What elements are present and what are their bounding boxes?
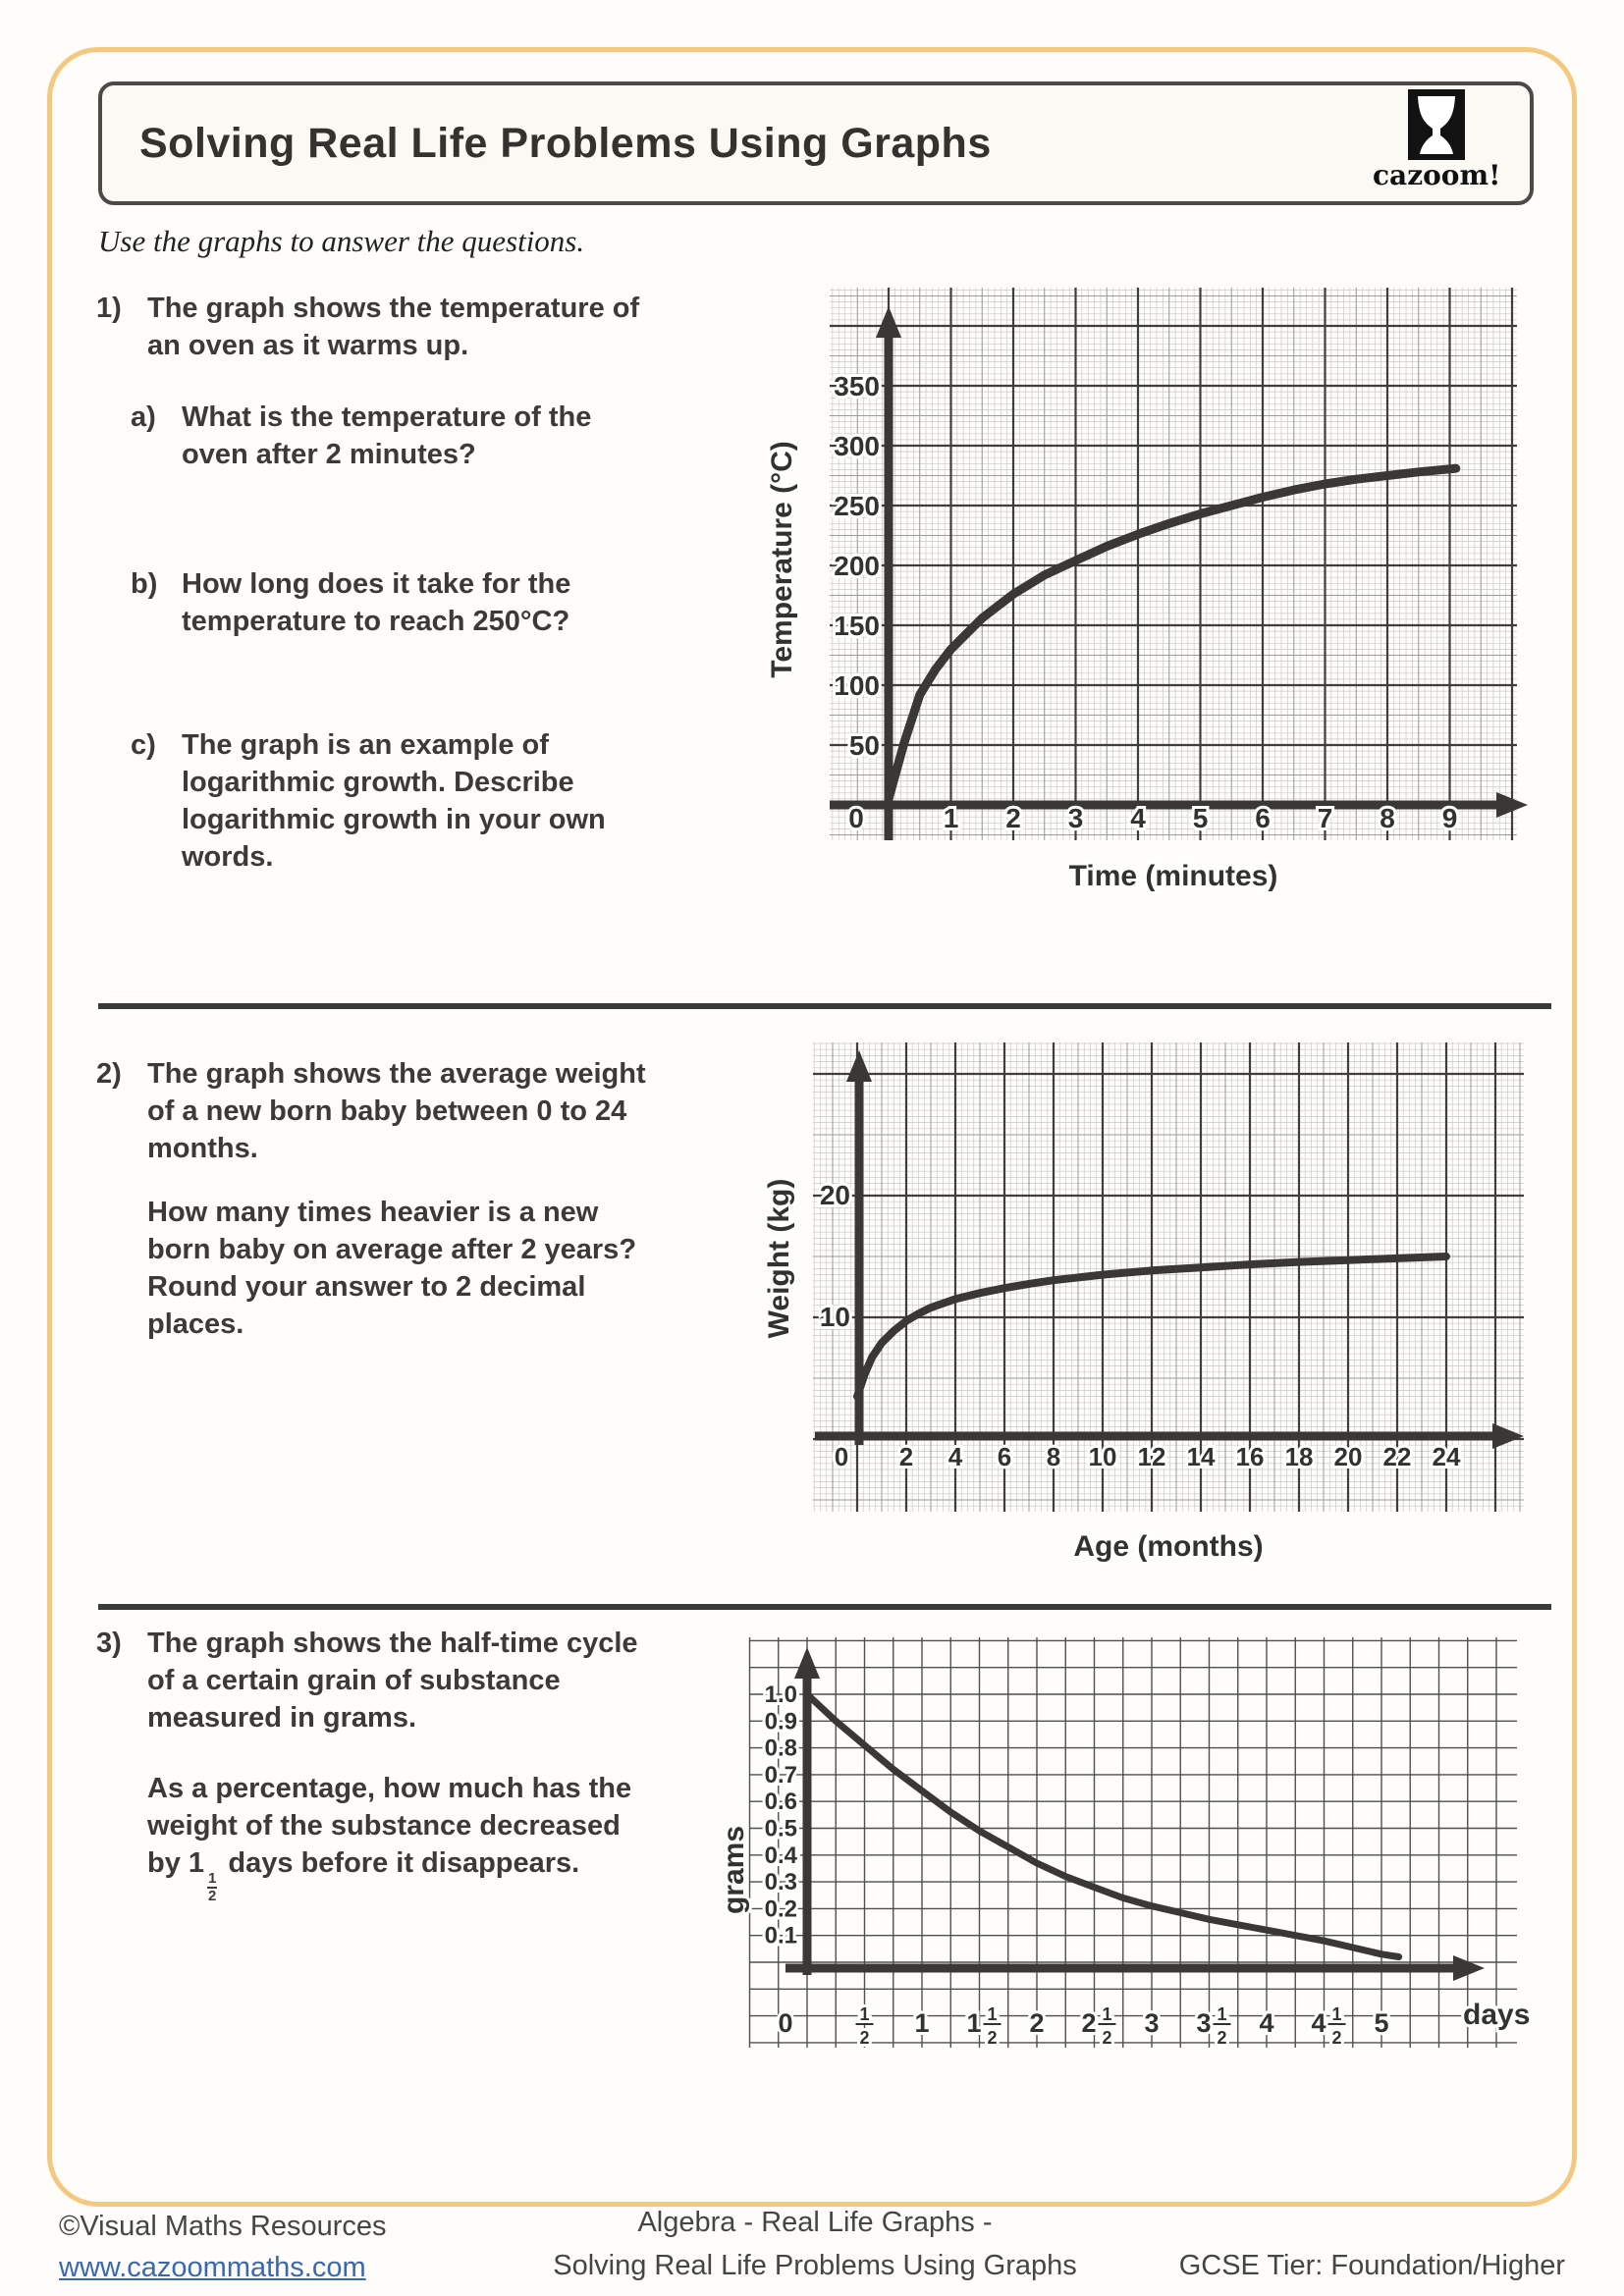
svg-text:0.6: 0.6 [764,1789,797,1816]
svg-text:0.1: 0.1 [764,1922,797,1949]
svg-text:2: 2 [1005,803,1021,833]
svg-text:0.7: 0.7 [764,1761,797,1789]
oven-temperature-chart [727,275,1542,903]
q3-head: The graph shows the half-time cycle of a certain grain of substance measured in grams. [147,1628,638,1734]
svg-text:0: 0 [834,1442,849,1471]
svg-text:Age (months): Age (months) [1073,1530,1264,1563]
svg-text:4: 4 [1311,2008,1326,2038]
svg-text:20: 20 [819,1180,850,1210]
svg-text:Time (minutes): Time (minutes) [1068,860,1278,892]
svg-text:2: 2 [859,2028,870,2048]
q3-number: 3) [96,1628,122,1659]
svg-text:5: 5 [1374,2008,1389,2038]
svg-text:8: 8 [1046,1442,1061,1471]
section-divider-2 [98,1604,1551,1610]
q1b-label: b) [131,568,158,600]
svg-text:20: 20 [1333,1442,1363,1471]
half-fraction: $\frac{1}{2}$ [208,1870,217,1904]
svg-text:300: 300 [834,431,880,461]
svg-text:2: 2 [1331,2028,1342,2048]
svg-text:1: 1 [943,803,959,833]
q2-ask: How many times heavier is a new born baby on average after 2 years? Round your answer to 2 decimal places. [147,1197,637,1340]
svg-text:14: 14 [1186,1442,1216,1471]
cazoom-drum-icon [1408,89,1465,160]
svg-text:0.4: 0.4 [764,1842,797,1869]
svg-text:350: 350 [834,371,880,401]
svg-text:3: 3 [1144,2008,1160,2038]
svg-text:4: 4 [1259,2008,1274,2038]
footer-tier: GCSE Tier: Foundation/Higher [1178,2250,1565,2281]
svg-text:2: 2 [898,1442,914,1471]
svg-text:250: 250 [834,491,880,521]
substance-decay-chart [717,1620,1551,2071]
svg-text:0.5: 0.5 [764,1815,797,1842]
svg-text:22: 22 [1382,1442,1412,1471]
svg-text:6: 6 [1255,803,1271,833]
q2-head: The graph shows the average weight of a new born baby between 0 to 24 months. [147,1058,646,1164]
q3-ask-line3: by 1 $\frac{1}{2}$ days before it disappears. [147,1847,580,1904]
svg-text:days: days [1463,1999,1531,2031]
intro-text: Use the graphs to answer the questions. [98,224,585,258]
svg-text:1: 1 [1331,2004,1342,2024]
svg-text:2: 2 [987,2028,998,2048]
svg-text:0.9: 0.9 [764,1708,797,1735]
svg-text:3: 3 [1196,2008,1212,2038]
svg-text:50: 50 [848,730,880,761]
svg-text:24: 24 [1432,1442,1461,1471]
svg-text:3: 3 [1067,803,1084,833]
svg-text:0.3: 0.3 [764,1869,797,1896]
q1a-label: a) [131,401,156,433]
svg-text:6: 6 [997,1442,1012,1471]
footer-topic-line1: Algebra - Real Life Graphs - [637,2207,993,2238]
q1c-text: The graph is an example of logarithmic growth. Describe logarithmic growth in your own words. [182,729,606,873]
svg-text:100: 100 [834,670,880,701]
footer-topic-line2: Solving Real Life Problems Using Graphs [553,2250,1077,2281]
svg-text:1.0: 1.0 [764,1682,797,1708]
footer-website-link[interactable]: www.cazoommaths.com [59,2252,366,2283]
section-divider-1 [98,1003,1551,1009]
svg-text:10: 10 [1088,1442,1117,1471]
svg-text:1: 1 [987,2004,998,2024]
svg-text:2: 2 [1081,2008,1097,2038]
svg-text:Weight (kg): Weight (kg) [763,1178,795,1339]
baby-weight-chart [756,1031,1542,1580]
svg-text:4: 4 [947,1442,963,1471]
svg-text:10: 10 [819,1302,850,1332]
q1-number: 1) [96,293,122,324]
svg-text:2: 2 [1102,2028,1112,2048]
svg-text:0.8: 0.8 [764,1735,797,1762]
svg-text:2: 2 [1217,2028,1227,2048]
svg-text:16: 16 [1235,1442,1265,1471]
page-title: Solving Real Life Problems Using Graphs [139,119,992,167]
svg-text:9: 9 [1441,803,1458,833]
title-box [98,81,1534,205]
svg-text:200: 200 [834,551,880,581]
svg-text:grams: grams [718,1825,750,1915]
svg-text:1: 1 [859,2004,870,2024]
svg-text:4: 4 [1130,803,1146,833]
svg-text:0: 0 [778,2008,793,2038]
svg-text:1: 1 [1217,2004,1227,2024]
svg-text:18: 18 [1284,1442,1314,1471]
q1-head: The graph shows the temperature of an oven as it warms up. [147,293,640,361]
svg-text:1: 1 [1102,2004,1112,2024]
svg-text:0.2: 0.2 [764,1896,797,1923]
cazoom-logo-text: cazoom! [1373,159,1501,191]
svg-text:8: 8 [1380,803,1395,833]
q3-ask: As a percentage, how much has the weight of the substance decreased by 1 $\frac{1}{2}$ days before it disappears. [147,1773,632,1904]
q1c-label: c) [131,729,156,761]
svg-text:0: 0 [848,803,864,833]
svg-text:1: 1 [966,2008,982,2038]
svg-text:150: 150 [834,611,880,641]
q2-number: 2) [96,1058,122,1090]
q1a-text: What is the temperature of the oven after 2 minutes? [182,401,592,470]
footer-copyright: ©Visual Maths Resources [59,2211,387,2242]
svg-text:2: 2 [1029,2008,1045,2038]
svg-text:5: 5 [1192,803,1209,833]
svg-text:1: 1 [914,2008,930,2038]
svg-text:Temperature (°C): Temperature (°C) [766,441,798,678]
svg-text:7: 7 [1317,803,1333,833]
svg-text:12: 12 [1137,1442,1166,1471]
drum-icon [1408,89,1465,160]
q1b-text: How long does it take for the temperature to reach 250°C? [182,568,571,637]
